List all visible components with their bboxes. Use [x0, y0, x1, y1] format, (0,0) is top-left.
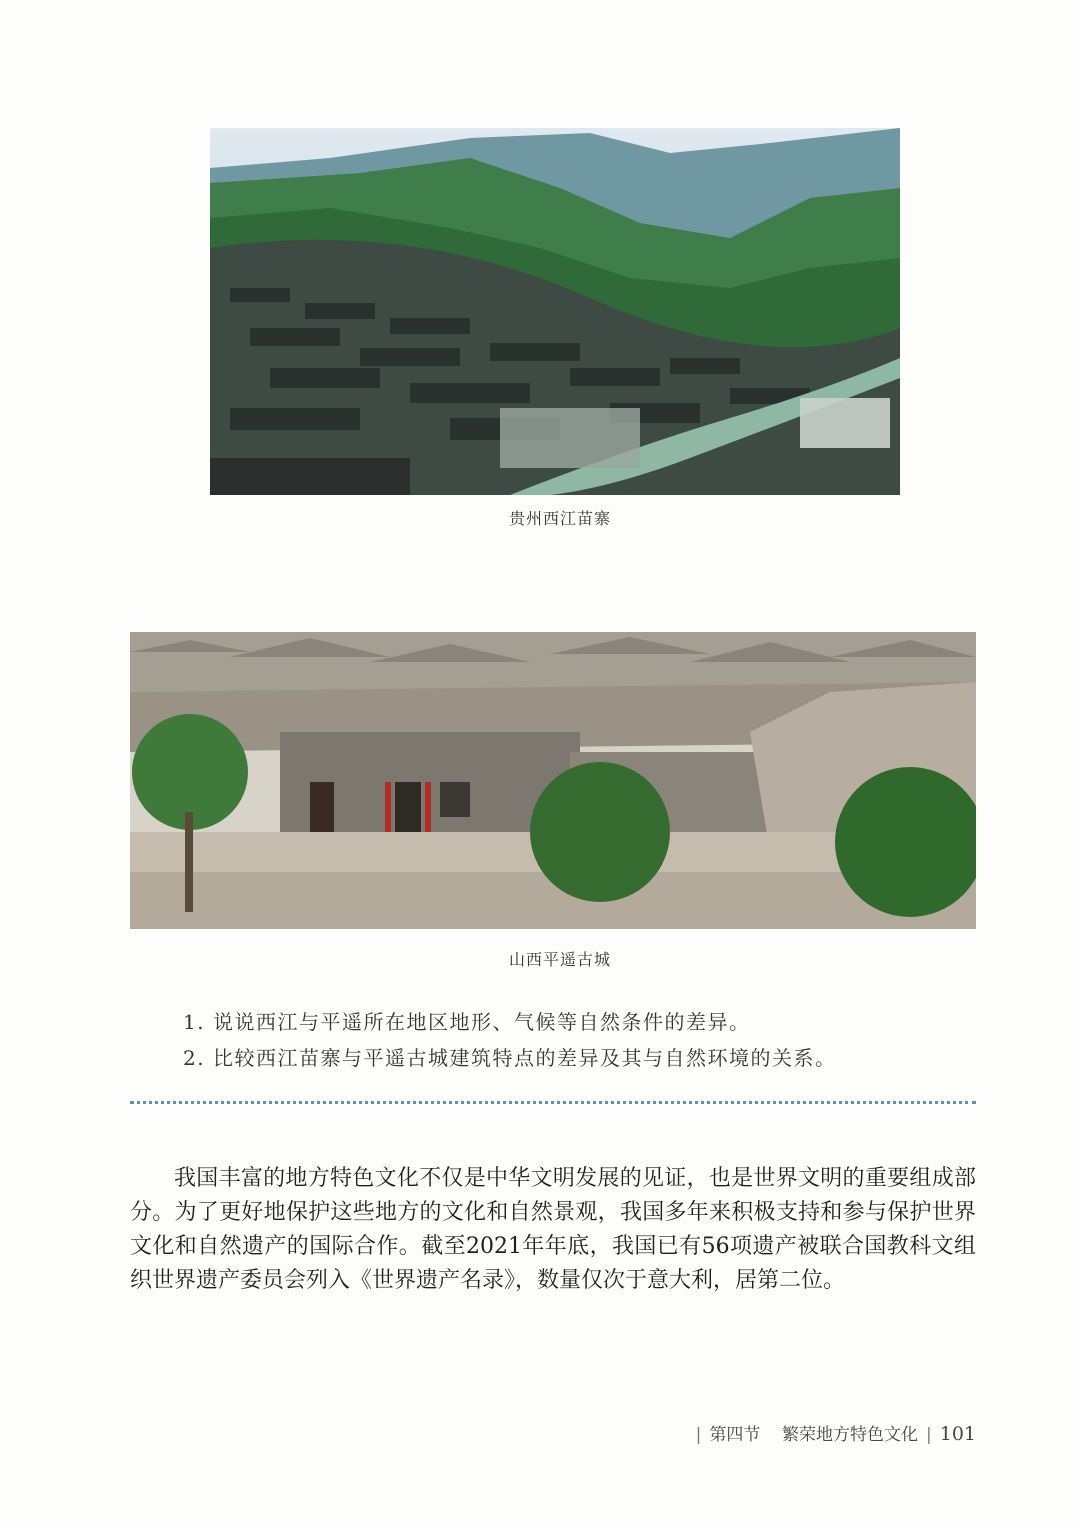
footer-title: 繁荣地方特色文化: [782, 1425, 918, 1445]
xijiang-miao-village-photo: [210, 128, 900, 495]
discussion-questions: [183, 1004, 836, 1076]
xijiang-photo-illustration: [210, 128, 900, 495]
footer-separator: |: [695, 1425, 702, 1445]
page-footer: [688, 1420, 976, 1445]
question-item: 2. 比较西江苗寨与平遥古城建筑特点的差异及其与自然环境的关系。: [183, 1046, 837, 1070]
figure-caption-pingyao: 山西平遥古城: [508, 950, 611, 969]
body-paragraph: 我国丰富的地方特色文化不仅是中华文明发展的见证，也是世界文明的重要组成部分。为了更好地保护这些地方的文化和自然景观，我国多年来积极支持和参与保护世界文化和自然遗产的国际合作。截至2021年年底，我国已有56项遗产被联合国教科文组织世界遗产委员会列入《世界遗产名录》，数量仅次于意大利，居第二位。: [130, 1166, 976, 1293]
body-text: [130, 1162, 976, 1298]
question-item: 1. 说说西江与平遥所在地区地形、气候等自然条件的差异。: [183, 1010, 751, 1034]
footer-section: 第四节: [709, 1425, 761, 1445]
page-number: 101: [939, 1423, 976, 1445]
footer-separator: |: [926, 1425, 932, 1445]
figure-caption-xijiang: 贵州西江苗寨: [508, 509, 611, 528]
dotted-divider: [130, 1101, 976, 1104]
pingyao-ancient-city-photo: [130, 632, 976, 929]
pingyao-photo-illustration: [130, 632, 976, 929]
